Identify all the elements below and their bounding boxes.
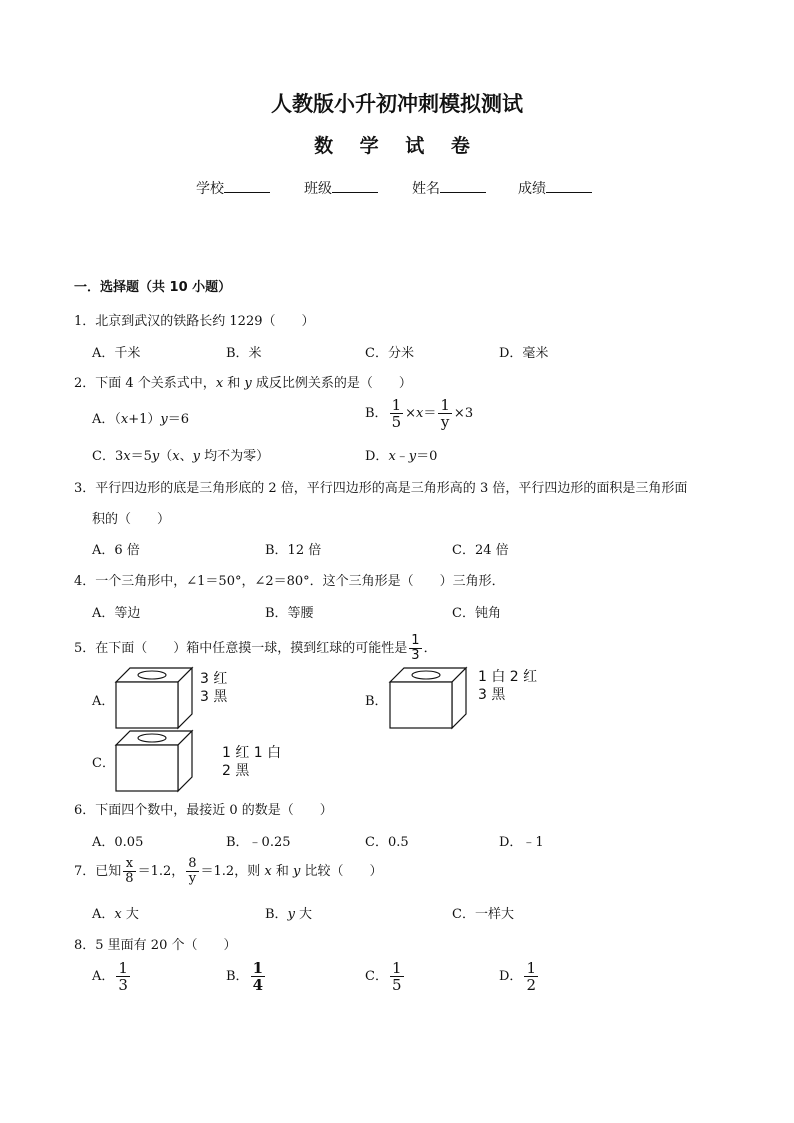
question-2-option-a: A．（x+1）y＝6 [92, 412, 190, 427]
question-4-option-c: C．钝角 [452, 606, 501, 621]
box-illustration [114, 666, 194, 730]
question-1-option-b: B．米 [226, 346, 262, 361]
box-illustration [114, 729, 194, 793]
question-2-option-d: D．x﹣y＝0 [365, 449, 438, 464]
fraction: $\frac{1}{5}$ [391, 959, 402, 994]
question-1-option-c: C．分米 [365, 346, 414, 361]
field-score: 成绩 [518, 178, 592, 198]
fraction: $\frac{1}{2}$ [526, 959, 536, 994]
question-6-option-c: C．0.5 [365, 835, 409, 850]
question-7-option-a: A．x 大 [92, 907, 139, 922]
question-6-option-d: D．﹣1 [499, 835, 544, 850]
question-8-option-c: C． $\frac{1}{5}$ [365, 959, 402, 994]
fraction: $\frac{1}{y}$ [440, 396, 450, 431]
question-2-stem: 2．下面 4 个关系式中，x 和 y 成反比例关系的是（ ） [74, 376, 412, 391]
question-3-option-b: B．12 倍 [265, 543, 322, 558]
question-1-stem: 1．北京到武汉的铁路长约 1229（ ） [74, 314, 315, 329]
question-3-option-c: C．24 倍 [452, 543, 509, 558]
section-heading: 一．选择题（共 10 小题） [74, 280, 232, 295]
question-8-option-a: A． $\frac{1}{3}$ [92, 959, 128, 994]
question-3-stem-line-2: 积的（ ） [92, 512, 171, 527]
field-name: 姓名 [412, 178, 486, 198]
exam-subtitle: 数 学 试 卷 [314, 135, 480, 157]
question-3-option-a: A．6 倍 [92, 543, 140, 558]
question-5-option-b-label: B． [365, 694, 388, 709]
question-8-stem: 8．5 里面有 20 个（ ） [74, 938, 237, 953]
question-7-stem: 7．已知 $\frac{x}{8}$ ＝1.2， $\frac{8}{y}$ ＝1.2，则 x 和 y 比较（ ） [74, 856, 383, 886]
question-5-option-c-label: C． [92, 756, 115, 771]
question-8-option-d: D． $\frac{1}{2}$ [499, 959, 536, 994]
field-school: 学校 [196, 178, 270, 198]
question-4-option-b: B．等腰 [265, 606, 314, 621]
question-6-option-a: A．0.05 [92, 835, 144, 850]
question-4-option-a: A．等边 [92, 606, 141, 621]
box-a-contents: 3 红 3 黑 [200, 671, 228, 705]
question-7-option-b: B．y 大 [265, 907, 313, 922]
fraction: $\frac{1}{5}$ [391, 396, 402, 431]
question-6-option-b: B．﹣0.25 [226, 835, 291, 850]
question-7-option-c: C．一样大 [452, 907, 514, 922]
fraction: $\frac{1}{3}$ [118, 959, 128, 994]
fraction: $\frac{x}{8}$ [125, 856, 134, 886]
box-c-contents: 1 红 1 白 2 黑 [222, 745, 282, 779]
fraction: $\frac{8}{y}$ [188, 856, 197, 886]
question-6-stem: 6．下面四个数中，最接近 0 的数是（ ） [74, 803, 333, 818]
question-2-option-b: B． $\frac{1}{5}$ ×x＝ $\frac{1}{y}$ ×3 [365, 396, 474, 431]
exam-title: 人教版小升初冲刺模拟测试 [271, 92, 523, 116]
question-5-stem: 5．在下面（ ）箱中任意摸一球，摸到红球的可能性是 $\frac{1}{3}$ ． [74, 633, 437, 663]
question-8-option-b: B． $\frac{1}{4}$ [226, 959, 263, 994]
question-1-option-a: A．千米 [92, 346, 141, 361]
question-3-stem-line-1: 3．平行四边形的底是三角形底的 2 倍，平行四边形的高是三角形高的 3 倍，平行四边形的面积是三角形面 [74, 481, 688, 496]
fraction: $\frac{1}{3}$ [411, 633, 420, 663]
box-illustration [388, 666, 468, 730]
question-5-option-a-label: A． [92, 694, 115, 709]
question-1-option-d: D．毫米 [499, 346, 549, 361]
question-4-stem: 4．一个三角形中，∠1＝50°，∠2＝80°．这个三角形是（ ）三角形． [74, 574, 505, 589]
fraction: $\frac{1}{4}$ [252, 959, 263, 994]
field-class: 班级 [304, 178, 378, 198]
question-2-option-c: C．3x＝5y（x、y 均不为零） [92, 449, 270, 464]
box-b-contents: 1 白 2 红 3 黑 [478, 669, 538, 703]
